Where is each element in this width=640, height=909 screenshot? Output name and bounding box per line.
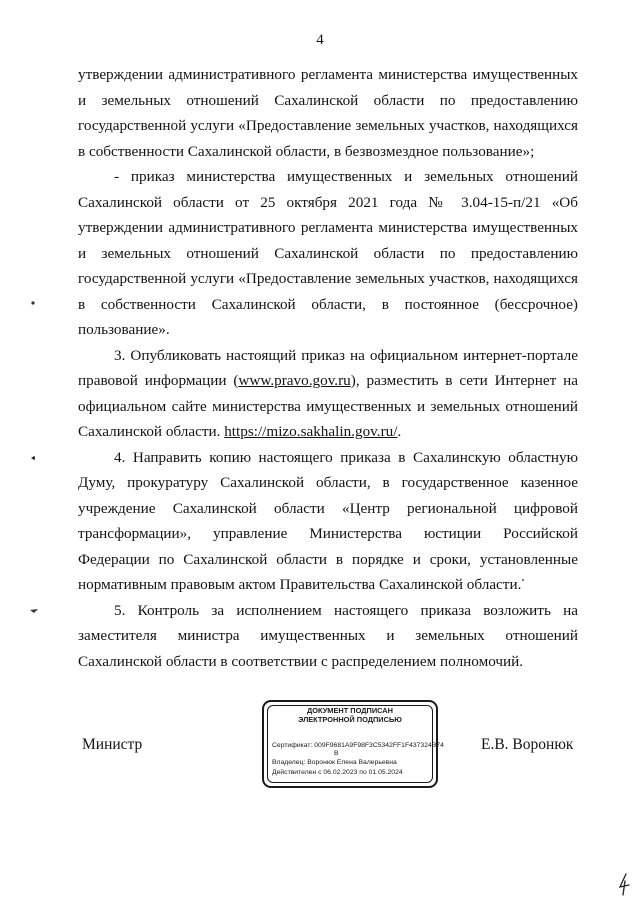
item3-text-before: 3. Опубликовать настоящий приказ на официальном интернет-портале правовой информации ( bbox=[78, 346, 578, 389]
stamp-title-line-1: ДОКУМЕНТ ПОДПИСАН bbox=[307, 706, 393, 715]
scan-dot-icon bbox=[521, 578, 526, 583]
document-body bbox=[78, 62, 578, 674]
paragraph-order-reference: - приказ министерства имущественных и земельных отношений Сахалинской области от 25 октября 2021 года № 3.04-15-п/21 «Об утверждении административного регламента министерства имущественных и земельных отношений Сахалинской области по предоставлению государственной услуги «Предоставление земельных участков, находящихся в собственности Сахалинской области, в постоянное (бессрочное) пользование». bbox=[78, 168, 578, 338]
item3-text-after: . bbox=[397, 423, 402, 440]
signatory-title: Министр bbox=[82, 736, 143, 753]
scan-mark-icon bbox=[30, 608, 39, 613]
page-number: 4 bbox=[316, 32, 324, 48]
handwritten-mark-icon bbox=[616, 873, 632, 897]
electronic-signature-stamp bbox=[262, 700, 444, 788]
signatory-name: Е.В. Воронюк bbox=[481, 736, 574, 753]
scan-mark-icon bbox=[30, 300, 35, 305]
paragraph-continuation: утверждении административного регламента министерства имущественных и земельных отношений Сахалинской области по предоставлению государственной услуги «Предоставление земельных участков, находящихся в собственности Сахалинской области, в безвозмездное пользование»; bbox=[78, 66, 578, 160]
link-pravo-gov[interactable]: www.pravo.gov.ru bbox=[238, 372, 351, 389]
paragraph-item-4: 4. Направить копию настоящего приказа в Сахалинскую областную Думу, прокуратуру Сахалинской области, в государственное казенное учреждение Сахалинской области «Центр региональной цифровой трансформации», управление Министерства юстиции Российской Федерации по Сахалинской области в порядке и сроки, установленные нормативным правовым актом Правительства Сахалинской области. bbox=[78, 448, 578, 593]
item3-text-middle: ), разместить в сети Интернет на официальном сайте министерства имущественных и земельных отношений Сахалинской области. bbox=[78, 372, 578, 440]
stamp-certificate: Сертификат: 009F9681A9F98F3C5342FF1F437324B74 bbox=[272, 742, 444, 749]
stamp-certificate-suffix: B bbox=[334, 750, 339, 757]
stamp-validity: Действителен с 06.02.2023 по 01.05.2024 bbox=[272, 769, 403, 776]
paragraph-item-5: 5. Контроль за исполнением настоящего приказа возложить на заместителя министра имущественных и земельных отношений Сахалинской области в соответствии с распределением полномочий. bbox=[78, 601, 578, 670]
stamp-title-line-2: ЭЛЕКТРОННОЙ ПОДПИСЬЮ bbox=[298, 715, 402, 724]
paragraph-item-3 bbox=[78, 343, 578, 445]
signature-block bbox=[0, 700, 640, 800]
scan-mark-icon bbox=[30, 455, 35, 460]
link-mizo-sakhalin[interactable]: https://mizo.sakhalin.gov.ru/ bbox=[224, 423, 398, 440]
stamp-owner: Владелец: Воронюк Елена Валерьевна bbox=[272, 759, 397, 766]
stamp-title bbox=[264, 706, 436, 724]
